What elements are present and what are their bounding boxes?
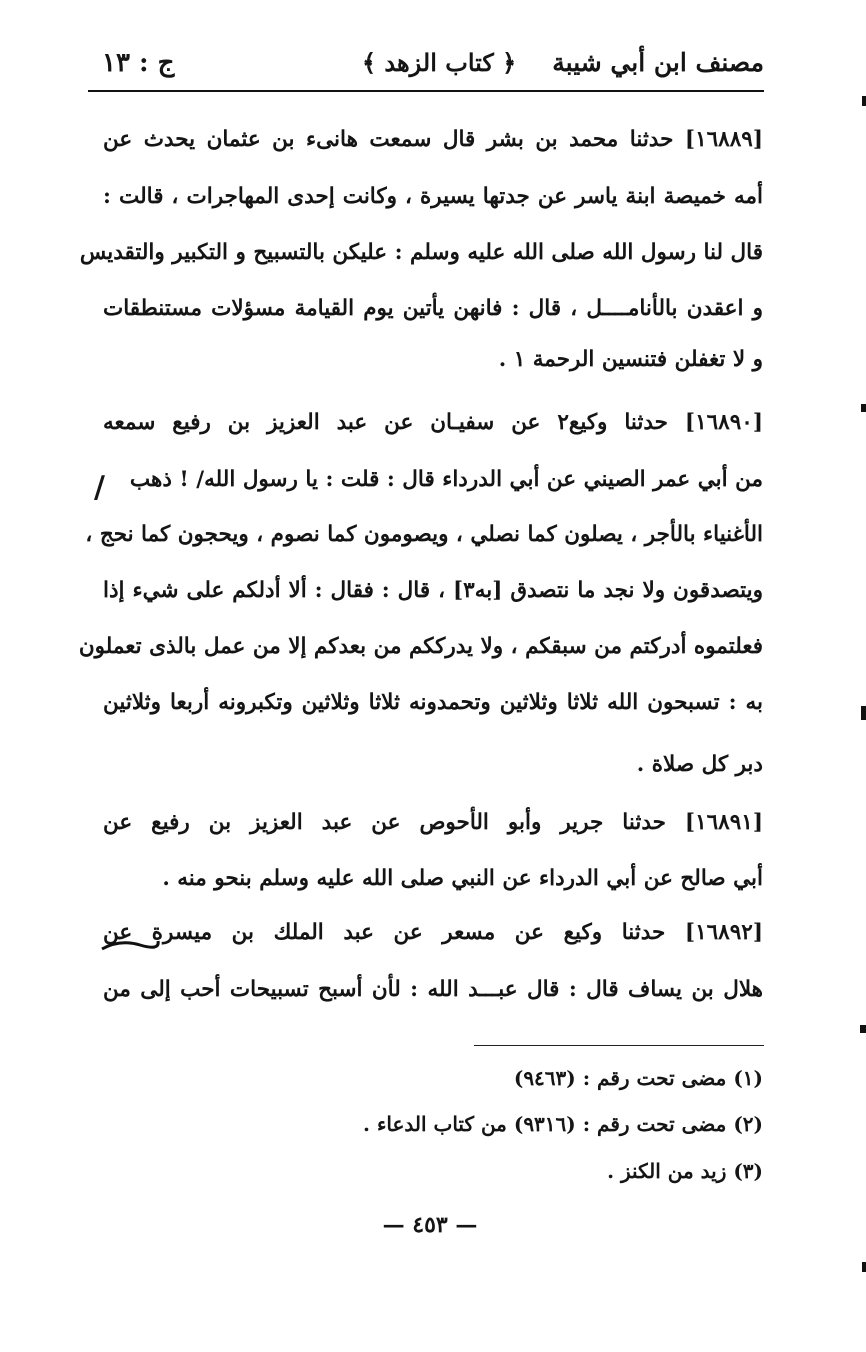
footnote: (٢) مضى تحت رقم : (٩٣١٦) من كتاب الدعاء . — [363, 1112, 763, 1136]
scan-edge-mark — [861, 404, 866, 412]
scan-edge-mark — [862, 1262, 866, 1272]
margin-page-break-mark: / — [94, 470, 105, 505]
text-line: [١٦٨٨٩] حدثنا محمد بن بشر قال سمعت هانىء بن عثمان يحدث عن — [103, 127, 763, 152]
scan-edge-mark — [860, 1025, 866, 1033]
text-line: الأغنياء بالأجر ، يصلون كما نصلي ، ويصومون كما نصوم ، ويحجون كما نحج ، — [85, 522, 763, 547]
footnote-rule — [474, 1045, 764, 1046]
scan-edge-mark — [862, 96, 866, 106]
book-title: مصنف ابن أبي شيبة — [552, 48, 764, 77]
volume-label: ج : ١٣ — [102, 48, 175, 78]
text-line: دبر كل صلاة . — [636, 752, 763, 777]
text-line: و اعقدن بالأنامــــل ، قال : فانهن يأتين يوم القيامة مسؤلات مستنطقات — [103, 296, 763, 321]
text-line: [١٦٨٩٠] حدثنا وكيع٢ عن سفيـان عن عبد العزيز بن رفيع سمعه — [103, 410, 764, 435]
text-line: أبي صالح عن أبي الدرداء عن النبي صلى الله عليه وسلم بنحو منه . — [162, 866, 763, 891]
text-line: من أبي عمر الصيني عن أبي الدرداء قال : قلت : يا رسول الله/ ! ذهب — [129, 467, 763, 492]
text-line: و لا تغفلن فتنسين الرحمة ١ . — [498, 347, 763, 372]
footnote: (٣) زيد من الكنز . — [607, 1159, 763, 1183]
chapter-title: ﴿ كتاب الزهد ﴾ — [362, 48, 517, 77]
text-line: أمه خميصة ابنة ياسر عن جدتها يسيرة ، وكانت إحدى المهاجرات ، قالت : — [103, 184, 763, 209]
page-number: — ٤٥٣ — — [382, 1212, 478, 1238]
text-line: به : تسبحون الله ثلاثا وثلاثين وتحمدونه ثلاثا وثلاثين وتكبرونه أربعا وثلاثين — [103, 690, 763, 715]
text-line: [١٦٨٩٢] حدثنا وكيع عن مسعر عن عبد الملك بن ميسرة عن — [103, 920, 763, 945]
text-line: فعلتموه أدركتم من سبقكم ، ولا يدرككم من بعدكم إلا من عمل بالذى تعملون — [78, 634, 763, 659]
text-line: [١٦٨٩١] حدثنا جرير وأبو الأحوص عن عبد العزيز بن رفيع عن — [103, 810, 763, 835]
kashida-swash — [100, 937, 160, 953]
text-line: هلال بن يساف قال : قال عبـــد الله : لأن أسبح تسبيحات أحب إلى من — [103, 977, 763, 1002]
text-line: قال لنا رسول الله صلى الله عليه وسلم : عليكن بالتسبيح و التكبير والتقديس — [79, 240, 763, 265]
scan-edge-mark — [861, 706, 866, 720]
text-line: ويتصدقون ولا نجد ما نتصدق [به٣] ، قال : فقال : ألا أدلكم على شيء إذا — [103, 578, 763, 603]
footnote: (١) مضى تحت رقم : (٩٤٦٣) — [513, 1066, 763, 1090]
